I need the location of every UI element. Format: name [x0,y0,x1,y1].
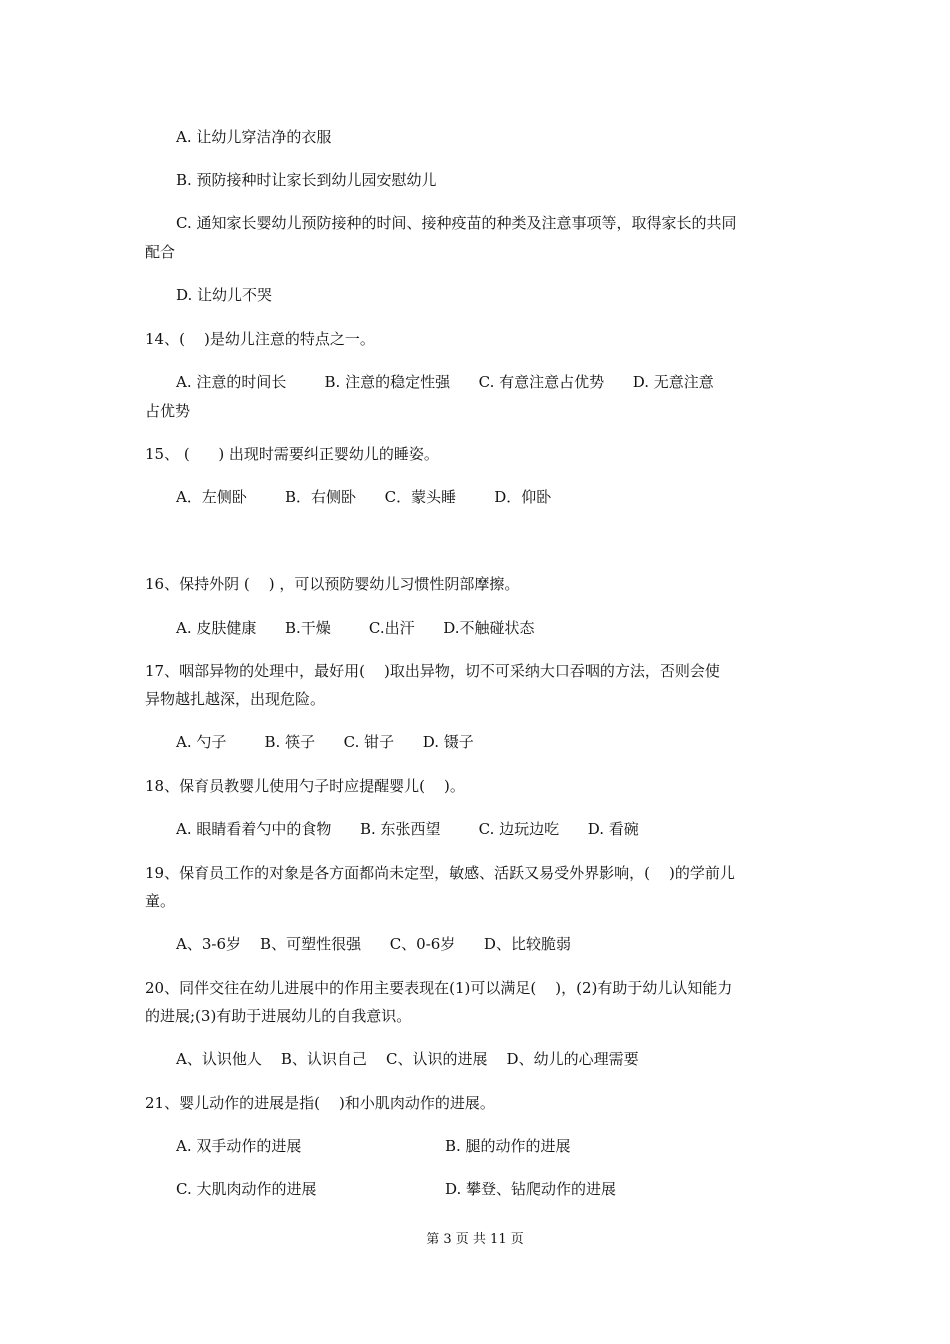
q17-options: A. 勺子 B. 筷子 C. 钳子 D. 镊子 [176,733,474,751]
q13-option-c-line1: C. 通知家长婴幼儿预防接种的时间、接种疫苗的种类及注意事项等，取得家长的共同 [176,214,737,232]
q21-stem: 21、婴儿动作的进展是指( )和小肌肉动作的进展。 [145,1094,495,1112]
q19-stem-line2: 童。 [145,892,176,910]
q18-options: A. 眼睛看着勺中的食物 B. 东张西望 C. 边玩边吃 D. 看碗 [176,820,639,838]
q13-option-b: B. 预防接种时让家长到幼儿园安慰幼儿 [176,171,437,189]
q13-option-a: A. 让幼儿穿洁净的衣服 [176,128,332,146]
q17-stem-line2: 异物越扎越深，出现危险。 [145,690,326,708]
q21-option-a: A. 双手动作的进展 [176,1137,302,1155]
q20-options: A、认识他人 B、认识自己 C、认识的进展 D、幼儿的心理需要 [176,1050,639,1068]
q21-option-c: C. 大肌肉动作的进展 [176,1180,317,1198]
q20-stem-line1: 20、同伴交往在幼儿进展中的作用主要表现在(1)可以满足( )，(2)有助于幼儿认知能力 [145,979,733,997]
q17-stem-line1: 17、咽部异物的处理中，最好用( )取出异物，切不可采纳大口吞咽的方法，否则会使 [145,662,720,680]
q19-options: A、3-6岁 B、可塑性很强 C、0-6岁 D、比较脆弱 [176,935,571,953]
page-footer: 第 3 页 共 11 页 [426,1232,524,1247]
q21-option-b: B. 腿的动作的进展 [445,1137,571,1155]
q14-options-line1: A. 注意的时间长 B. 注意的稳定性强 C. 有意注意占优势 D. 无意注意 [176,373,714,391]
q16-stem: 16、保持外阴 ( ) ，可以预防婴幼儿习惯性阴部摩擦。 [145,575,520,593]
q15-options: A．左侧卧 B．右侧卧 C．蒙头睡 D．仰卧 [176,488,552,506]
q13-option-d: D. 让幼儿不哭 [176,286,273,304]
q13-option-c-line2: 配合 [145,243,176,261]
q18-stem: 18、保育员教婴儿使用勺子时应提醒婴儿( )。 [145,777,465,795]
q15-stem: 15、 ( ) 出现时需要纠正婴幼儿的睡姿。 [145,445,439,463]
q14-stem: 14、( )是幼儿注意的特点之一。 [145,330,375,348]
q19-stem-line1: 19、保育员工作的对象是各方面都尚未定型，敏感、活跃又易受外界影响，( )的学前儿 [145,864,735,882]
q21-option-d: D. 攀登、钻爬动作的进展 [445,1180,617,1198]
q14-options-line2: 占优势 [145,402,191,420]
q16-options: A. 皮肤健康 B.干燥 C.出汗 D.不触碰状态 [176,619,535,637]
q20-stem-line2: 的进展;(3)有助于进展幼儿的自我意识。 [145,1007,412,1025]
